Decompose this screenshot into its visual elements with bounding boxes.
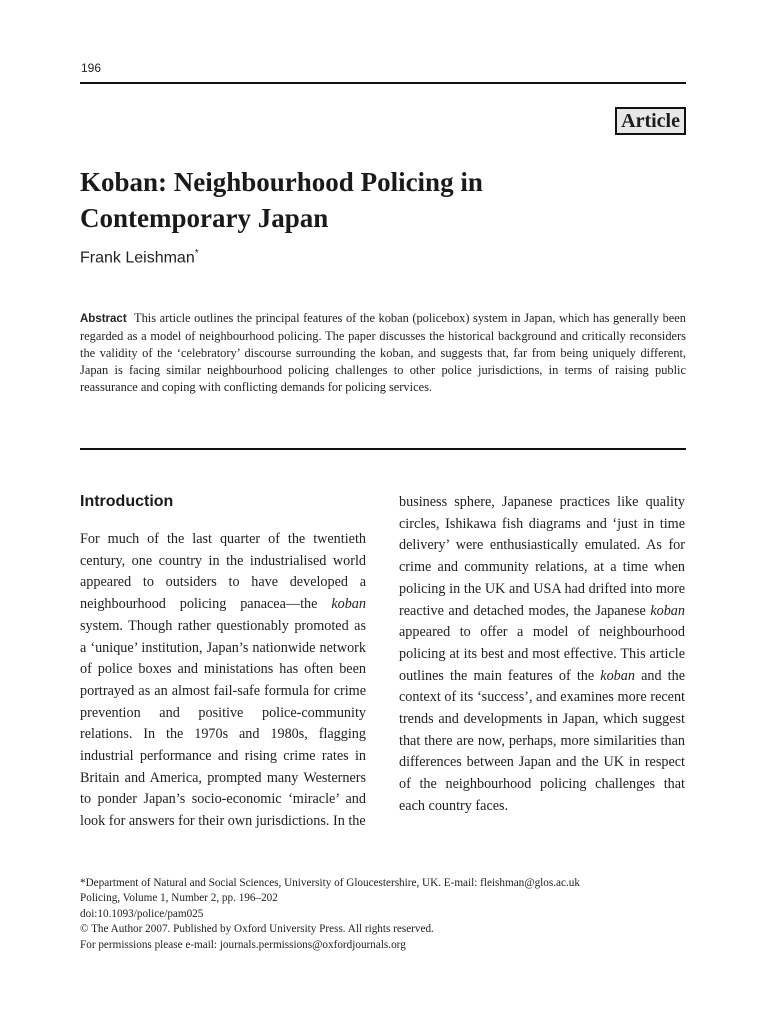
permissions: For permissions please e-mail: journals.permissions@oxfordjournals.org xyxy=(80,938,406,951)
body-column-left xyxy=(80,529,366,833)
journal-citation: Policing, Volume 1, Number 2, pp. 196–202 xyxy=(80,892,278,905)
koban-term: koban xyxy=(650,602,685,619)
body-text: business sphere, Japanese practices like quality circles, Ishikawa fish diagrams and ‘just in time delivery’ were enthusiastically emulated. As for crime and community relations, at a time when policing in the UK and USA had drifted into more reactive and detached modes, the Japanese xyxy=(399,494,685,619)
author-affiliation: *Department of Natural and Social Sciences, University of Gloucestershire, UK. E-mail: fleishman@glos.ac.uk xyxy=(80,877,580,889)
abstract-rule xyxy=(80,448,686,450)
body-text: and the context of its ‘success’, and examines more recent trends and developments in Japan, which suggest that there are now, perhaps, more similarities than differences between Japan and the UK in respect of the neighbourhood policing challenges that each country faces. xyxy=(399,667,685,814)
koban-term: koban xyxy=(600,667,635,684)
article-title xyxy=(80,164,640,236)
koban-term: koban xyxy=(331,596,366,613)
body-text: For much of the last quarter of the twentieth century, one country in the industrialised world appeared to outsiders to have developed a neighbourhood policing panacea—the xyxy=(80,531,366,613)
page-number: 196 xyxy=(81,61,102,75)
page-footer xyxy=(80,876,686,953)
header-rule xyxy=(80,82,686,84)
title-line-1: Koban: Neighbourhood Policing in xyxy=(80,167,483,197)
article-type-badge: Article xyxy=(615,107,686,135)
abstract-label: Abstract xyxy=(80,313,127,325)
abstract xyxy=(80,310,686,396)
section-heading-introduction: Introduction xyxy=(80,493,174,510)
author-footnote-mark: * xyxy=(194,248,199,259)
body-text: appeared to offer a model of neighbourhood policing at its best and most effective. This article outlines the main features of the xyxy=(399,624,685,684)
doi: doi:10.1093/police/pam025 xyxy=(80,907,204,920)
copyright: © The Author 2007. Published by Oxford University Press. All rights reserved. xyxy=(80,923,434,936)
author-name: Frank Leishman xyxy=(80,249,195,267)
author-byline xyxy=(80,248,199,267)
title-line-2: Contemporary Japan xyxy=(80,203,329,233)
abstract-text: This article outlines the principal features of the koban (policebox) system in Japan, which has generally been regarded as a model of neighbourhood policing. The paper discusses the historical background and critically reconsiders the validity of the ‘celebratory’ discourse surrounding the koban, and suggests that, far from being uniquely different, Japan is facing similar neighbourhood policing challenges to other police jurisdictions, in terms of raising public reassurance and coping with conflicting demands for policing services. xyxy=(80,311,687,394)
body-text: system. Though rather questionably promoted as a ‘unique’ institution, Japan’s nationwide network of police boxes and ministations has often been portrayed as an almost fail-safe formula for crime prevention and positive police-community relations. In the 1970s and 1980s, flagging industrial performance and rising crime rates in Britain and America, prompted many Westerners to ponder Japan’s socio-economic ‘miracle’ and look for answers for their own jurisdictions. In the xyxy=(80,617,366,830)
body-column-right xyxy=(399,492,685,818)
